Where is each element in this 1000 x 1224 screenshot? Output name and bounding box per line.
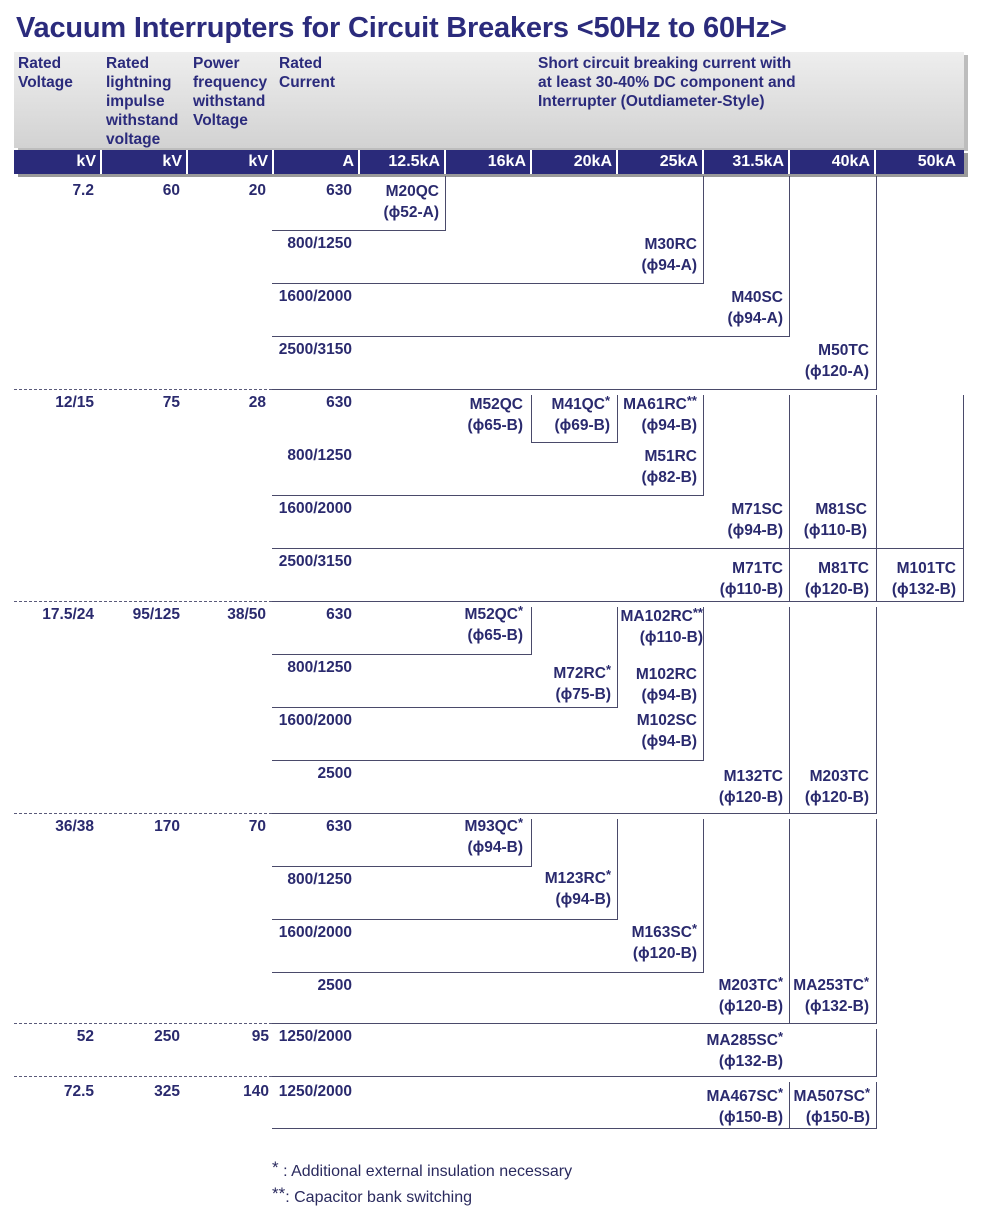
footnote-mark: * xyxy=(272,1158,279,1177)
rated-current-value: 800/1250 xyxy=(287,447,352,464)
power-frequency-value: 38/50 xyxy=(227,606,266,623)
unit-kv: kV xyxy=(162,153,182,170)
rated-current-value: 630 xyxy=(326,394,352,411)
unit-kv: kV xyxy=(248,153,268,170)
row-line xyxy=(272,919,618,920)
model-cell: M132TC (ϕ120-B) xyxy=(718,768,783,806)
rated-voltage-value: 72.5 xyxy=(63,1083,94,1100)
power-frequency-value: 70 xyxy=(248,818,266,835)
model-cell: M102RC (ϕ94-B) xyxy=(635,666,697,704)
header-rated-voltage: Rated Voltage xyxy=(18,55,73,91)
group-separator xyxy=(14,389,272,390)
row-line xyxy=(272,230,446,231)
rated-voltage-value: 7.2 xyxy=(72,182,94,199)
model-cell: M71TC (ϕ110-B) xyxy=(719,560,783,598)
model-cell: M123RC* (ϕ94-B) xyxy=(544,867,611,908)
model-cell: M81SC (ϕ110-B) xyxy=(803,501,867,539)
group-separator xyxy=(14,1076,272,1077)
column-line xyxy=(876,607,877,813)
power-frequency-value: 95 xyxy=(251,1028,269,1045)
unit-divider xyxy=(186,150,188,174)
model-cell: MA507SC* (ϕ150-B) xyxy=(793,1085,870,1126)
model-cell: MA253TC* (ϕ132-B) xyxy=(793,974,869,1015)
unit-divider xyxy=(616,150,618,174)
column-line xyxy=(531,819,532,867)
row-line xyxy=(272,707,618,708)
model-cell: M71SC (ϕ94-B) xyxy=(727,501,783,539)
column-line xyxy=(617,819,618,920)
row-line xyxy=(272,495,704,496)
rated-current-value: 2500/3150 xyxy=(278,553,352,570)
rated-current-value: 1600/2000 xyxy=(278,924,352,941)
rated-current-value: 2500 xyxy=(317,977,352,994)
unit-a: A xyxy=(342,153,354,170)
column-line xyxy=(876,1082,877,1128)
model-cell: M40SC (ϕ94-A) xyxy=(727,289,783,327)
row-line xyxy=(272,813,877,814)
rated-current-value: 2500 xyxy=(317,765,352,782)
rated-current-value: 1250/2000 xyxy=(278,1028,352,1045)
column-line xyxy=(876,176,877,390)
rated-current-value: 630 xyxy=(326,182,352,199)
unit-31-5ka: 31.5kA xyxy=(732,153,784,170)
model-cell: M72RC* (ϕ75-B) xyxy=(553,662,611,703)
unit-divider xyxy=(272,150,274,174)
unit-12-5ka: 12.5kA xyxy=(388,153,440,170)
unit-40ka: 40kA xyxy=(831,153,870,170)
column-line xyxy=(531,607,532,655)
column-line xyxy=(963,395,964,601)
unit-divider xyxy=(358,150,360,174)
column-line xyxy=(703,607,704,761)
footnote-capacitor-switching xyxy=(272,1184,472,1207)
page-title: Vacuum Interrupters for Circuit Breakers <50Hz to 60Hz> xyxy=(16,12,787,44)
unit-kv: kV xyxy=(76,153,96,170)
model-cell: M101TC (ϕ132-B) xyxy=(891,560,956,598)
model-cell: M203TC* (ϕ120-B) xyxy=(718,974,783,1015)
group-separator xyxy=(14,813,272,814)
model-cell: M50TC (ϕ120-A) xyxy=(804,342,869,380)
rated-current-value: 1600/2000 xyxy=(278,288,352,305)
column-line xyxy=(703,395,704,496)
unit-divider xyxy=(100,150,102,174)
model-cell: M81TC (ϕ120-B) xyxy=(804,560,869,598)
rated-voltage-value: 52 xyxy=(76,1028,94,1045)
unit-divider xyxy=(874,150,876,174)
unit-divider xyxy=(444,150,446,174)
rated-current-value: 800/1250 xyxy=(287,659,352,676)
model-cell: M52QC* (ϕ65-B) xyxy=(464,603,523,644)
rated-current-value: 800/1250 xyxy=(287,871,352,888)
power-frequency-value: 140 xyxy=(243,1083,269,1100)
row-line xyxy=(272,1023,877,1024)
rated-voltage-value: 36/38 xyxy=(55,818,94,835)
row-line xyxy=(272,1128,877,1129)
model-cell: MA467SC* (ϕ150-B) xyxy=(706,1085,783,1126)
impulse-voltage-value: 60 xyxy=(162,182,180,199)
column-line xyxy=(789,176,790,337)
rated-current-value: 2500/3150 xyxy=(278,341,352,358)
header-rated-current: Rated Current xyxy=(279,55,335,91)
model-cell: M93QC* (ϕ94-B) xyxy=(464,815,523,856)
column-line xyxy=(445,176,446,231)
footnote-mark: ** xyxy=(272,1184,286,1203)
rated-voltage-value: 12/15 xyxy=(55,394,94,411)
unit-16ka: 16kA xyxy=(487,153,526,170)
rated-current-value: 1600/2000 xyxy=(278,712,352,729)
footnote-external-insulation xyxy=(272,1158,572,1181)
row-line xyxy=(272,760,704,761)
model-cell: M20QC (ϕ52-A) xyxy=(383,183,439,221)
impulse-voltage-value: 325 xyxy=(154,1083,180,1100)
row-line xyxy=(272,283,704,284)
model-cell: M30RC (ϕ94-A) xyxy=(641,236,697,274)
footnote-text: : Capacitor bank switching xyxy=(285,1189,472,1206)
group-separator xyxy=(14,601,272,602)
row-line xyxy=(272,389,877,390)
model-cell: M102SC (ϕ94-B) xyxy=(636,712,697,750)
header-power-frequency: Power frequency withstand Voltage xyxy=(193,55,268,129)
model-cell: M203TC (ϕ120-B) xyxy=(804,768,869,806)
rated-current-value: 630 xyxy=(326,818,352,835)
rated-current-value: 800/1250 xyxy=(287,235,352,252)
rated-voltage-value: 17.5/24 xyxy=(42,606,94,623)
column-line xyxy=(876,1029,877,1076)
model-cell: MA102RC** (ϕ110-B) xyxy=(620,605,703,646)
impulse-voltage-value: 170 xyxy=(154,818,180,835)
row-line xyxy=(272,866,532,867)
unit-divider xyxy=(530,150,532,174)
impulse-voltage-value: 75 xyxy=(162,394,180,411)
header-impulse-voltage: Rated lightning impulse withstand voltage xyxy=(106,55,179,148)
model-cell: M163SC* (ϕ120-B) xyxy=(631,921,697,962)
power-frequency-value: 28 xyxy=(248,394,266,411)
rated-current-value: 1250/2000 xyxy=(278,1083,352,1100)
power-frequency-value: 20 xyxy=(248,182,266,199)
impulse-voltage-value: 95/125 xyxy=(132,606,180,623)
row-line xyxy=(531,442,618,443)
row-line xyxy=(272,548,964,549)
header-breaking-current: Short circuit breaking current with at least 30-40% DC component and Interrupter (Outdiameter-Style) xyxy=(538,55,796,110)
unit-50ka: 50kA xyxy=(917,153,956,170)
unit-divider xyxy=(788,150,790,174)
unit-25ka: 25kA xyxy=(659,153,698,170)
column-line xyxy=(703,176,704,284)
rated-current-value: 1600/2000 xyxy=(278,500,352,517)
row-line xyxy=(272,1076,877,1077)
group-separator xyxy=(14,1023,272,1024)
model-cell: M51RC (ϕ82-B) xyxy=(641,448,697,486)
row-line xyxy=(272,972,704,973)
impulse-voltage-value: 250 xyxy=(154,1028,180,1045)
model-cell: M41QC* (ϕ69-B) xyxy=(551,393,610,434)
unit-divider xyxy=(702,150,704,174)
model-cell: MA285SC* (ϕ132-B) xyxy=(706,1029,783,1070)
row-line xyxy=(272,336,790,337)
unit-20ka: 20kA xyxy=(573,153,612,170)
column-line xyxy=(703,819,704,973)
column-line xyxy=(876,819,877,1023)
row-line xyxy=(272,654,532,655)
footnote-text: : Additional external insulation necessary xyxy=(278,1163,573,1180)
model-cell: MA61RC** (ϕ94-B) xyxy=(623,393,697,434)
model-cell: M52QC (ϕ65-B) xyxy=(467,396,523,434)
rated-current-value: 630 xyxy=(326,606,352,623)
row-line xyxy=(272,601,964,602)
